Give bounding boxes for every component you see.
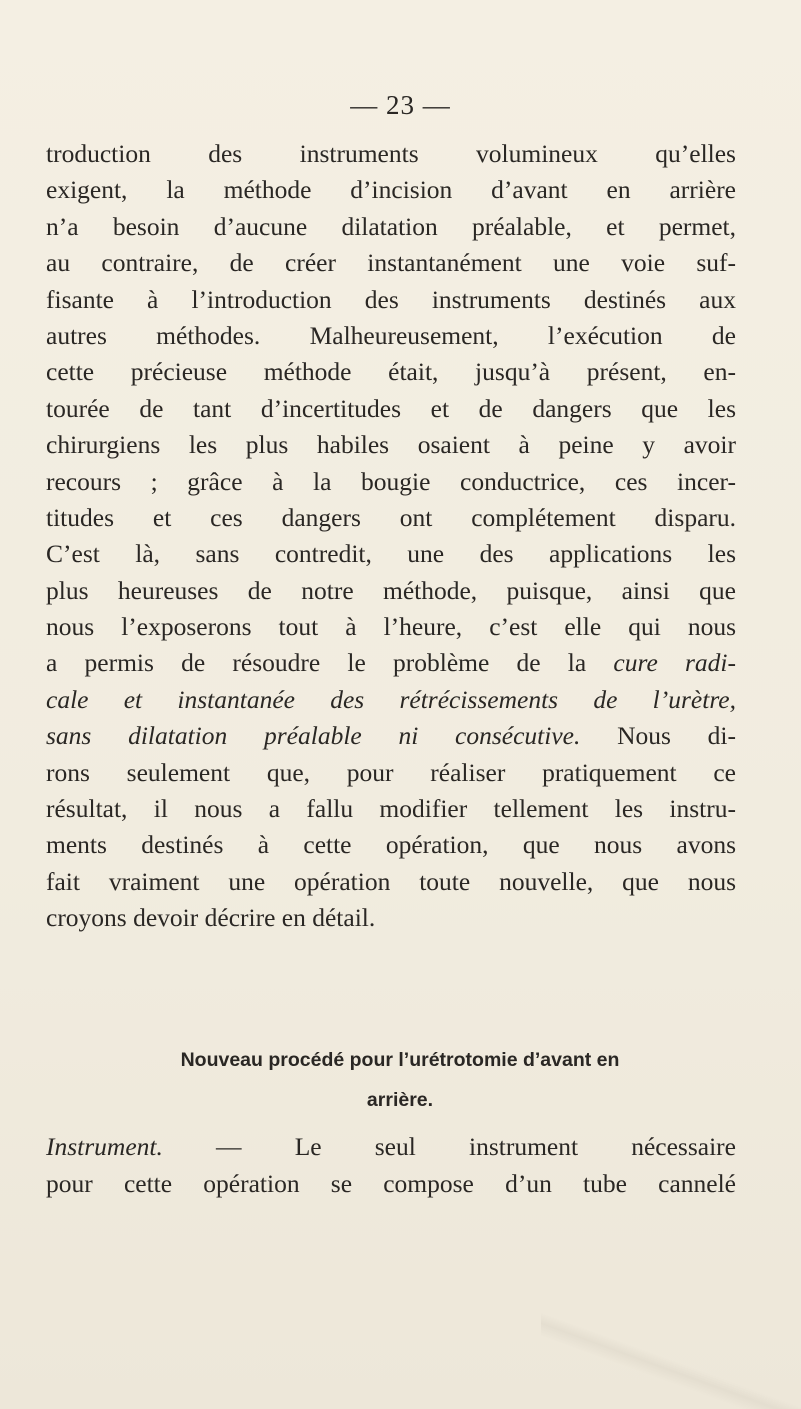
text-line: fisante à l’introduction des instruments destinés aux: [46, 284, 736, 314]
text-line: fait vraiment une opération toute nouvelle, que nous: [46, 866, 736, 896]
text-line: croyons devoir décrire en détail.: [46, 903, 376, 933]
text-line: troduction des instruments volumineux qu’elles: [46, 139, 736, 168]
text-line: chirurgiens les plus habiles osaient à peine y avoir: [46, 430, 736, 460]
text-line-mixed: [46, 645, 736, 681]
page-number: — 23 —: [350, 90, 451, 120]
text-line-mixed: [46, 718, 736, 754]
italic-run: Instrument.: [46, 1132, 163, 1161]
text-line: titudes et ces dangers ont complétement disparu.: [46, 502, 736, 532]
text-line: résultat, il nous a fallu modifier tellement les instru-: [46, 794, 736, 824]
paragraph-instrument: [46, 1128, 736, 1202]
text-line-mixed: [46, 1128, 736, 1165]
heading-line: arrière.: [366, 1089, 434, 1111]
text-line: tourée de tant d’incertitudes et de dangers que les: [46, 393, 736, 423]
heading-line: Nouveau procédé pour l’urétrotomie d’avant en: [180, 1049, 620, 1071]
text-run: a permis de résoudre le problème de la: [46, 648, 587, 678]
italic-run: sans dilatation préalable ni consécutive.: [46, 721, 581, 751]
italic-line: cale et instantanée des rétrécissements de l’urètre,: [46, 684, 736, 714]
text-line: plus heureuses de notre méthode, puisque, ainsi que: [46, 575, 736, 605]
text-run: Nous di-: [617, 721, 736, 751]
text-line: cette précieuse méthode était, jusqu’à présent, en-: [46, 357, 736, 387]
text-line: au contraire, de créer instantanément une voie suf-: [46, 248, 736, 278]
text-line: recours ; grâce à la bougie conductrice, ces incer-: [46, 466, 736, 496]
text-line: pour cette opération se compose d’un tube cannelé: [46, 1169, 736, 1198]
paragraph-main: [46, 136, 736, 937]
text-line: rons seulement que, pour réaliser pratiquement ce: [46, 757, 736, 787]
text-run: — Le seul instrument nécessaire: [162, 1132, 736, 1161]
italic-run: cure radi-: [613, 648, 736, 678]
section-heading: [60, 1040, 740, 1120]
text-line: ments destinés à cette opération, que nous avons: [46, 830, 736, 860]
text-line: exigent, la méthode d’incision d’avant en arrière: [46, 175, 736, 205]
text-line: C’est là, sans contredit, une des applications les: [46, 539, 736, 569]
paper-crease: [541, 1289, 801, 1409]
text-line: nous l’exposerons tout à l’heure, c’est elle qui nous: [46, 612, 736, 642]
text-line: autres méthodes. Malheureusement, l’exécution de: [46, 320, 736, 350]
text-line: n’a besoin d’aucune dilatation préalable, et permet,: [46, 211, 736, 241]
